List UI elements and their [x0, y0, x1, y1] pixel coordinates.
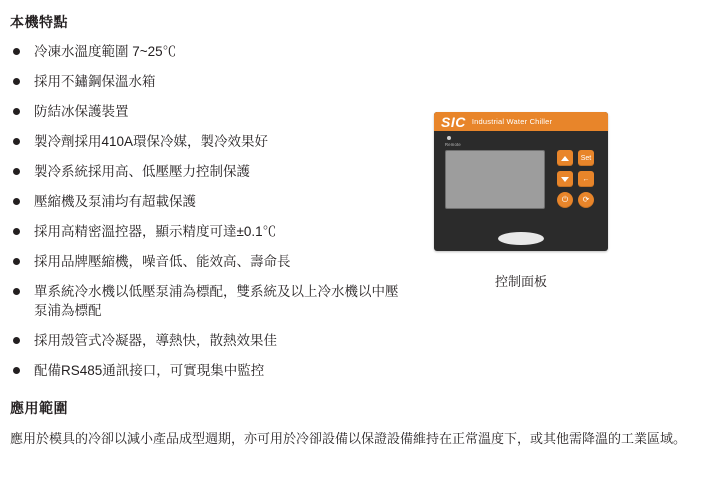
- bullet-icon: [13, 108, 20, 115]
- list-item: [10, 222, 410, 241]
- list-item-label: 採用品牌壓縮機，噪音低、能效高、壽命長: [34, 254, 291, 269]
- section-title-scope: 應用範圍: [10, 400, 68, 416]
- keypad-row: [557, 171, 599, 187]
- list-item-label: 採用殼管式冷凝器，導熱快，散熱效果佳: [34, 333, 277, 348]
- list-item: [10, 132, 410, 151]
- down-button[interactable]: [557, 171, 573, 187]
- page-title: 本機特點: [10, 14, 68, 30]
- bullet-icon: [13, 288, 20, 295]
- bullet-icon: [13, 258, 20, 265]
- control-panel-device: [434, 112, 608, 251]
- led-icon: [447, 136, 451, 140]
- list-item-label: 配備RS485通訊接口，可實現集中監控: [34, 363, 265, 378]
- bullet-icon: [13, 48, 20, 55]
- list-item: [10, 192, 410, 211]
- back-button[interactable]: ←: [578, 171, 594, 187]
- list-item: [10, 162, 410, 181]
- panel-display-screen: [445, 150, 545, 209]
- bullet-icon: [13, 198, 20, 205]
- bullet-icon: [13, 78, 20, 85]
- triangle-up-icon: [561, 156, 569, 161]
- list-item-label: 採用高精密溫控器，顯示精度可達±0.1℃: [34, 224, 277, 239]
- set-button[interactable]: Set: [578, 150, 594, 166]
- up-button[interactable]: [557, 150, 573, 166]
- feature-list: [10, 42, 410, 391]
- triangle-down-icon: [561, 177, 569, 182]
- list-item: [10, 331, 410, 350]
- bullet-icon: [13, 228, 20, 235]
- list-item: [10, 42, 410, 61]
- list-item: [10, 252, 410, 271]
- list-item: [10, 361, 410, 380]
- power-button[interactable]: ⏻: [557, 192, 573, 208]
- list-item-label: 製冷劑採用410A環保冷媒，製冷效果好: [34, 134, 269, 149]
- list-item-label: 壓縮機及泵浦均有超載保護: [34, 194, 196, 209]
- panel-bottom-slot: [498, 232, 544, 245]
- list-item-label: 冷凍水溫度範圍 7~25℃: [34, 44, 177, 59]
- keypad-row: [557, 150, 599, 166]
- panel-brand-label: Industrial Water Chiller: [471, 117, 553, 126]
- list-item-label: 製冷系統採用高、低壓壓力控制保護: [34, 164, 250, 179]
- list-item: [10, 102, 410, 121]
- remote-indicator-label: Remote: [445, 141, 461, 147]
- remote-indicator: [445, 136, 485, 147]
- bullet-icon: [13, 168, 20, 175]
- enter-button[interactable]: ⟳: [578, 192, 594, 208]
- scope-paragraph: 應用於模具的冷卻以減小產品成型週期，亦可用於冷卻設備以保證設備維持在正常溫度下，或其他需降溫的工業區域。: [10, 431, 687, 446]
- panel-brand-bar: [434, 112, 608, 131]
- control-panel-figure: [434, 112, 608, 290]
- list-item-label: 防結冰保護裝置: [34, 104, 129, 119]
- list-item: [10, 282, 410, 320]
- keypad-row: [557, 192, 599, 208]
- list-item: [10, 72, 410, 91]
- sic-logo: SIC: [441, 113, 466, 130]
- panel-keypad: [557, 150, 599, 213]
- figure-caption: 控制面板: [494, 274, 547, 289]
- bullet-icon: [13, 337, 20, 344]
- bullet-icon: [13, 367, 20, 374]
- list-item-label: 採用不鏽鋼保溫水箱: [34, 74, 156, 89]
- bullet-icon: [13, 138, 20, 145]
- list-item-label: 單系統冷水機以低壓泵浦為標配，雙系統及以上冷水機以中壓泵浦為標配: [34, 284, 399, 318]
